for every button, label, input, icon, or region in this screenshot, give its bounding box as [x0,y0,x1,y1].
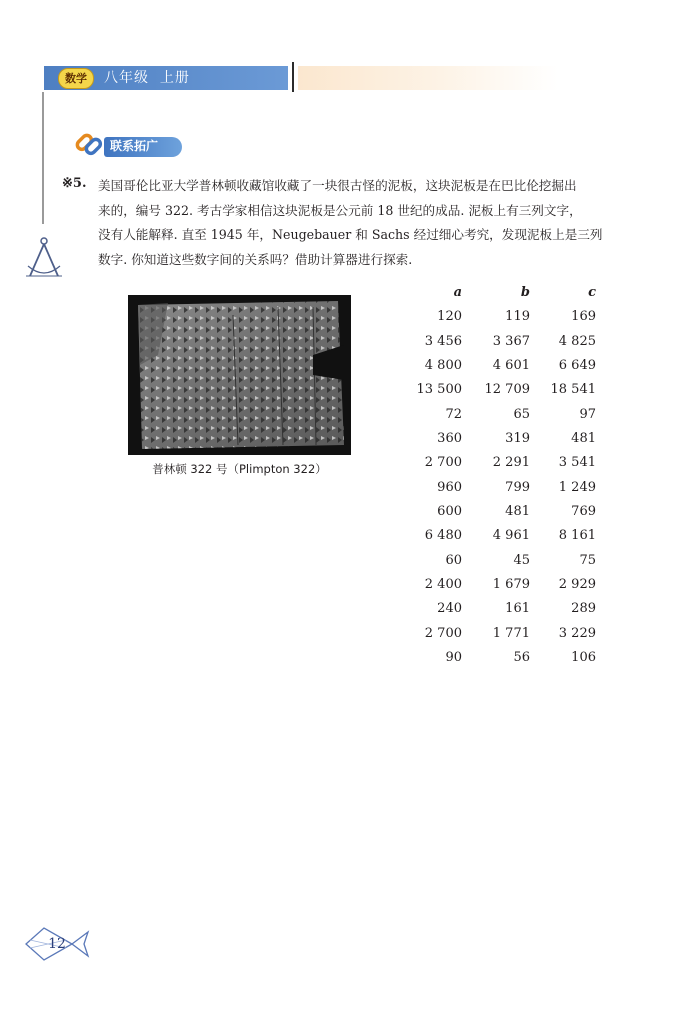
table-cell: 3 456 [424,333,462,349]
table-cell: 18 541 [550,382,596,398]
column-header-b: b [520,285,530,300]
problem-line: 没有人能解释. 直至 1945 年，Neugebauer 和 Sachs 经过细心考究，发现泥板上是三列 [98,227,603,242]
table-cell: 2 291 [492,455,530,471]
plimpton-tablet-image [128,295,351,455]
problem-text [98,174,628,272]
table-cell: 119 [505,309,530,325]
table-cell: 60 [445,552,462,568]
table-cell: 960 [437,479,462,495]
table-cell: 799 [505,479,530,495]
margin-rule [42,92,44,224]
table-cell: 75 [579,552,596,568]
page-number: 12 [48,936,66,952]
table-cell: 2 700 [424,625,462,641]
column-header-c: c [588,285,596,300]
table-cell: 6 649 [558,358,596,374]
problem-line: 来的，编号 322. 考古学家相信这块泥板是公元前 18 世纪的成品. 泥板上有三列文字， [98,202,582,218]
table-cell: 3 229 [558,625,596,641]
header-gradient-band [298,66,558,90]
table-cell: 240 [437,601,462,617]
table-cell: 481 [505,504,530,520]
table-cell: 45 [513,552,530,568]
table-cell: 2 700 [424,455,462,471]
table-cell: 1 249 [558,479,596,495]
table-cell: 769 [571,504,596,520]
table-cell: 360 [437,431,462,447]
table-cell: 2 400 [424,577,462,593]
table-cell: 600 [437,504,462,520]
table-cell: 4 825 [558,333,596,349]
table-cell: 90 [445,650,462,666]
table-cell: 13 500 [416,382,462,398]
book-title: 八年级 上册 [104,70,190,86]
problem-line: 数字. 你知道这些数字间的关系吗？借助计算器进行探索. [98,251,413,267]
table-cell: 4 961 [492,528,530,544]
table-cell: 65 [513,406,530,422]
table-cell: 106 [571,650,596,666]
table-cell: 8 161 [558,528,596,544]
table-cell: 12 709 [484,382,530,398]
section-tag: 联系拓广 [104,137,182,157]
header-divider [292,62,294,92]
chain-link-icon [72,128,106,160]
problem-number: ※5. [62,176,87,191]
table-cell: 3 541 [558,455,596,471]
table-cell: 2 929 [558,577,596,593]
table-cell: 3 367 [492,333,530,349]
table-cell: 481 [571,431,596,447]
table-cell: 72 [445,406,462,422]
compass-icon [22,236,66,282]
book-logo: 数学 [58,68,94,89]
problem-line: 美国哥伦比亚大学普林顿收藏馆收藏了一块很古怪的泥板，这块泥板是在巴比伦挖掘出 [98,178,577,193]
table-cell: 1 771 [492,625,530,641]
table-cell: 97 [579,406,596,422]
table-cell: 6 480 [424,528,462,544]
table-cell: 4 601 [492,358,530,374]
table-cell: 319 [505,431,530,447]
table-cell: 1 679 [492,577,530,593]
table-cell: 4 800 [424,358,462,374]
figure-caption: 普林顿 322 号（Plimpton 322） [152,462,327,476]
table-cell: 169 [571,309,596,325]
column-header-a: a [453,285,462,300]
table-cell: 56 [513,650,530,666]
table-cell: 289 [571,601,596,617]
table-cell: 120 [437,309,462,325]
table-cell: 161 [505,601,530,617]
